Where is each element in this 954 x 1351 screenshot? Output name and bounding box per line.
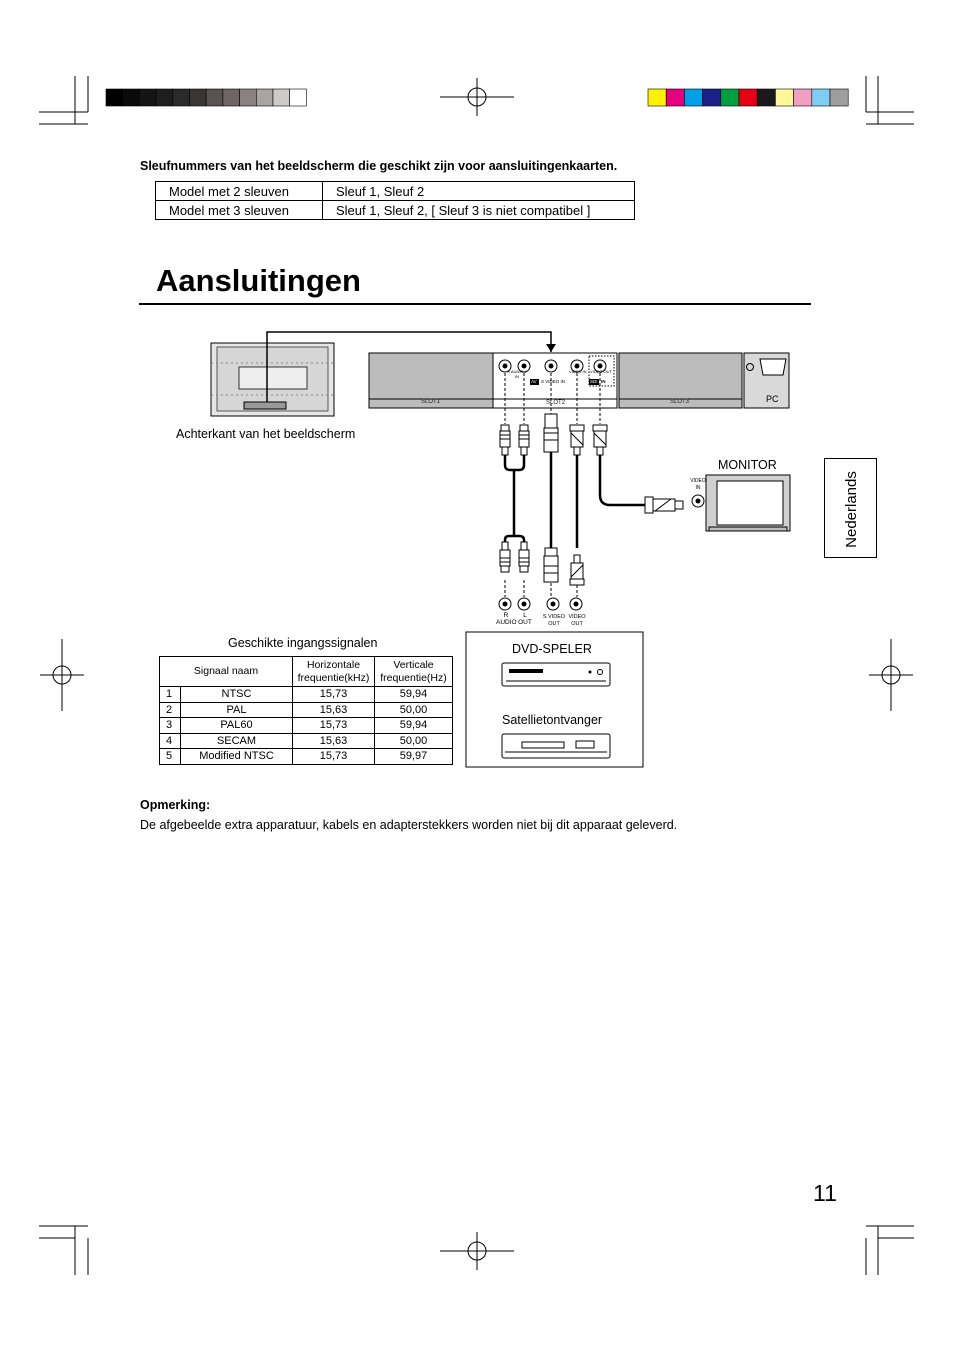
row-index: 4: [160, 733, 181, 749]
satellite-receiver-illustration: [502, 734, 610, 758]
table-cell: Model met 2 sleuven: [156, 182, 323, 201]
source-port-l-icon: [518, 598, 530, 610]
slot3-label: SLOT3: [670, 399, 690, 405]
slot1-label: SLOT1: [421, 399, 441, 405]
source-svideo-label: [540, 614, 568, 628]
header-vertical: [375, 657, 453, 687]
header-horizontal: [293, 657, 375, 687]
card-audio-in-label: R AUDIO L IN: [507, 369, 527, 379]
source-port-r-icon: [499, 598, 511, 610]
header-text: frequentie(Hz): [380, 671, 447, 684]
table-row: [160, 702, 453, 718]
source-r-label: [496, 612, 516, 626]
page-number: 11: [813, 1180, 837, 1206]
header-signal-name: Signaal naam: [160, 657, 293, 687]
satellite-label: Satellietontvanger: [502, 713, 603, 727]
note-text: De afgebeelde extra apparatuur, kabels en adapterstekkers worden niet bij dit apparaat geleverd.: [140, 818, 678, 832]
cable-lines: [505, 452, 645, 548]
horizontal-frequency: 15,63: [293, 702, 375, 718]
bnc-plug-icon: [593, 425, 607, 455]
signal-name: PAL: [181, 702, 293, 718]
source-port-svideo-icon: [547, 598, 559, 610]
horizontal-frequency: 15,73: [293, 749, 375, 765]
table-cell: Model met 3 sleuven: [156, 201, 323, 220]
row-index: 1: [160, 687, 181, 703]
source-out-text: OUT: [571, 621, 583, 627]
signal-name: NTSC: [181, 687, 293, 703]
source-video-label: [565, 614, 589, 628]
signal-name: Modified NTSC: [181, 749, 293, 765]
source-out-text: OUT: [518, 619, 532, 626]
table-row: [160, 733, 453, 749]
table-row: [160, 749, 453, 765]
table-row: [160, 718, 453, 734]
card-in-badge: IN: [601, 379, 606, 384]
rca-plug-icon: [500, 425, 510, 455]
signals-table: [159, 656, 453, 765]
horizontal-frequency: 15,73: [293, 687, 375, 703]
vertical-frequency: 50,00: [375, 733, 453, 749]
source-audio-text: AUDIO: [496, 619, 517, 626]
vertical-frequency: 50,00: [375, 702, 453, 718]
signal-name: SECAM: [181, 733, 293, 749]
display-rear-illustration: [211, 343, 334, 416]
source-l-text: L: [523, 612, 527, 619]
row-index: 3: [160, 718, 181, 734]
table-cell: Sleuf 1, Sleuf 2, [ Sleuf 3 is niet compatibel ]: [323, 201, 635, 220]
horizontal-frequency: 15,63: [293, 733, 375, 749]
svideo-plug-icon: [544, 548, 558, 582]
source-video-text: VIDEO: [568, 614, 586, 620]
bnc-plug-icon: [570, 555, 584, 585]
dvd-player-illustration: [502, 663, 610, 686]
card-av-label: AV: [531, 379, 537, 384]
table-cell: Sleuf 1, Sleuf 2: [323, 182, 635, 201]
header-text: Horizontale: [306, 658, 361, 671]
callout-arrow: [546, 344, 556, 352]
page-title: Aansluitingen: [156, 263, 361, 298]
note-label: Opmerking:: [140, 798, 211, 812]
source-svideo-text: S VIDEO: [542, 614, 566, 620]
horizontal-frequency: 15,73: [293, 718, 375, 734]
source-out-text: OUT: [548, 621, 560, 627]
header-text: Verticale: [393, 658, 434, 671]
monitor-label: MONITOR: [718, 458, 777, 472]
vertical-frequency: 59,94: [375, 687, 453, 703]
language-tab-label: Nederlands: [843, 470, 860, 548]
card-video-out-label: VIDEO OUT: [590, 369, 613, 374]
row-index: 5: [160, 749, 181, 765]
rear-label: Achterkant van het beeldscherm: [176, 427, 356, 441]
slot2-label: SLOT2: [546, 400, 566, 406]
bnc-plug-icon: [570, 425, 584, 455]
signal-name: PAL60: [181, 718, 293, 734]
rca-plug-icon: [519, 425, 529, 455]
row-index: 2: [160, 702, 181, 718]
svideo-plug-icon: [544, 414, 558, 452]
monitor-port-icon: [692, 495, 704, 507]
monitor-port-label: VIDEO IN: [690, 478, 706, 491]
slot-heading: Sleufnummers van het beeldscherm die geschikt zijn voor aansluitingenkaarten.: [140, 159, 618, 173]
vertical-frequency: 59,97: [375, 749, 453, 765]
card-video-in-label: VIDEO IN: [569, 369, 587, 374]
source-r-text: R: [503, 612, 509, 619]
source-port-video-icon: [570, 598, 582, 610]
table-row: [160, 687, 453, 703]
card-sdi-label: SDI: [590, 379, 598, 384]
rca-plug-icon: [519, 542, 529, 572]
dvd-label: DVD-SPELER: [512, 642, 592, 656]
signals-caption: Geschikte ingangssignalen: [228, 636, 378, 650]
connector-svideo-in-icon: [545, 360, 557, 372]
vertical-frequency: 59,94: [375, 718, 453, 734]
header-text: frequentie(kHz): [297, 671, 370, 684]
bnc-adapter-icon: [645, 497, 683, 513]
card-svideo-label: S VIDEO IN: [541, 379, 566, 384]
source-l-label: [515, 612, 535, 626]
table-header-row: [160, 657, 453, 687]
pc-label: PC: [766, 394, 779, 404]
rca-plug-icon: [500, 542, 510, 572]
monitor-illustration: [706, 475, 790, 531]
